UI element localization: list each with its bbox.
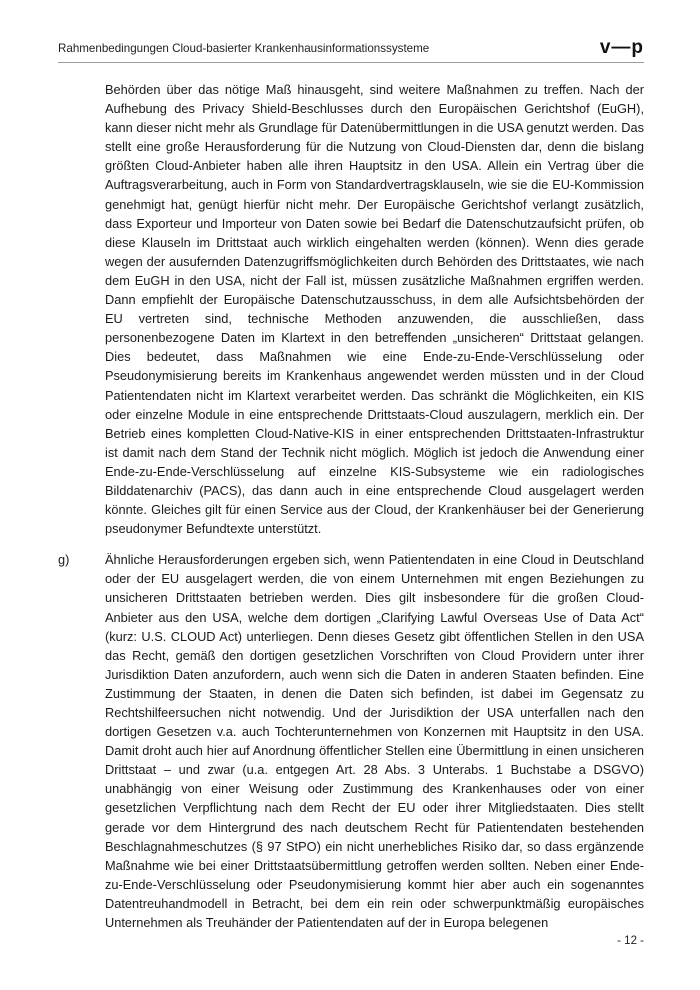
list-marker: g) [58,552,70,568]
list-item-text: Ähnliche Herausforderungen ergeben sich, wenn Patientendaten in eine Cloud in Deutschland oder der EU ausgelagert werden, die von einem Unternehmen mit engen Beziehungen zu unsicheren Drittstaaten betrieben werden. Dies gilt insbesondere für die großen Cloud-Anbieter aus den USA, welche dem dortigen „Clarifying Lawful Overseas Use of Data Act“ (kurz: U.S. CLOUD Act) unterliegen. Denn dieses Gesetz gibt öffentlichen Stellen in den USA das Recht, gemäß den dortigen gesetzlichen Vorschriften von Cloud Providern unter ihrer Jurisdiktion Daten anzufordern, auch wenn sich die Daten in anderen Staaten befinden. Eine Zustimmung der Staaten, in denen die Daten sich befinden, ist dabei im Gegensatz zu Rechtshilfeersuchen nicht notwendig. Und der Jurisdiktion der USA unterfallen nach den dortigen Gesetzen v.a. auch Tochterunternehmen von Konzernen mit Hauptsitz in den USA. Damit droht auch hier auf Anordnung öffentlicher Stellen eine Übermittlung in einen unsicheren Drittstaat – und zwar (u.a. entgegen Art. 28 Abs. 3 Unterabs. 1 Buchstabe a DSGVO) unabhängig von einer Weisung oder Zustimmung des Krankenhauses oder von einer gesetzlichen Verpflichtung nach dem Recht der EU oder ihrer Mitgliedstaaten. Dies stellt gerade vor dem Hintergrund des nach deutschem Recht für Patientendaten bestehenden Beschlagnahmeschutzes (§ 97 StPO) ein nicht unerhebliches Risiko dar, so dass ergänzende Maßnahme wie bei einer Drittstaatsübermittlung getroffen werden sollten. Neben einer Ende-zu-Ende-Verschlüsselung oder Pseudonymisierung kommt hier aber auch ein sogenanntes Datentreuhandmodell in Betracht, bei dem ein rein oder schwerpunktmäßig europäisches Unternehmen als Treuhänder der Patientendaten auf der in Europa belegenen [105,552,644,931]
document-body [58,80,644,932]
page-header [58,36,644,60]
header-divider [58,62,644,63]
vp-logo: v—p [599,37,644,58]
header-title: Rahmenbedingungen Cloud-basierter Krankenhausinformationssysteme [58,41,430,55]
list-item-g [58,550,644,932]
paragraph-continuation: Behörden über das nötige Maß hinausgeht, sind weitere Maßnahmen zu treffen. Nach der Aufhebung des Privacy Shield-Beschlusses durch den Europäischen Gerichtshof (EuGH), kann dieser nicht mehr als Grundlage für Datenübermittlungen in die USA genutzt werden. Das stellt eine große Herausforderung für die Nutzung von Cloud-Diensten dar, denn die bislang größten Cloud-Anbieter haben alle ihren Hauptsitz in den USA. Allein ein Vertrag über die Auftragsverarbeitung, auch in Form von Standardvertragsklauseln, wie sie die EU-Kommission genehmigt hat, genügt hierfür nicht mehr. Der Europäische Gerichtshof verlangt zusätzlich, dass Exporteur und Importeur von Daten sowie bei Bedarf die Datenschutzaufsicht prüfen, ob diese Klauseln im Drittstaat auch wirklich eingehalten werden (können). Wenn dies gerade wegen der ausufernden Datenzugriffsmöglichkeiten durch Behörden des Drittstaates, wie nach dem EuGH in den USA, nicht der Fall ist, müssen zusätzliche Maßnahmen ergriffen werden. Dann empfiehlt der Europäische Datenschutzausschuss, in dem alle Aufsichtsbehörden der EU vertreten sind, technische Methoden anzuwenden, die ausschließen, dass personenbezogene Daten im Klartext in den betreffenden „unsicheren“ Drittstaat gelangen. Dies bedeutet, dass Maßnahmen wie eine Ende-zu-Ende-Verschlüsselung oder Pseudonymisierung bereits im Krankenhaus angewendet werden müssten und in der Cloud Patientendaten nicht im Klartext verarbeitet werden. Das schränkt die Möglichkeiten, ein KIS oder einzelne Module in eine entsprechende Drittstaats-Cloud auszulagern, merklich ein. Der Betrieb eines kompletten Cloud-Native-KIS in einer entsprechenden Drittstaaten-Infrastruktur ist damit nach dem Stand der Technik nicht möglich. Möglich ist jedoch die Anwendung einer Ende-zu-Ende-Verschlüsselung auf einzelne KIS-Subsysteme wie ein radiologisches Bilddatenarchiv (PACS), das dann auch in eine entsprechende Cloud ausgelagert werden könnte. Gleiches gilt für einen Service aus der Cloud, der Krankenhäuser bei der Generierung pseudonymer Befundtexte unterstützt. [105,82,644,537]
page-number: - 12 - [617,935,644,947]
